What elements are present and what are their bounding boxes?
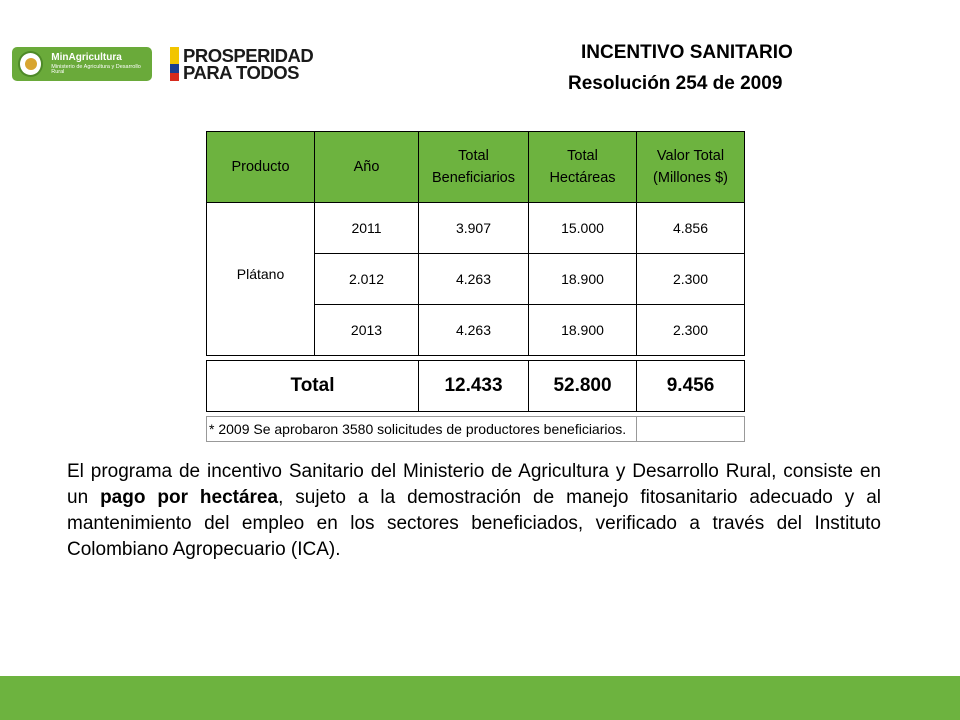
slogan-line2: PARA TODOS — [183, 62, 299, 83]
hectareas-cell: 18.900 — [529, 305, 637, 356]
page-title: INCENTIVO SANITARIO — [581, 42, 793, 63]
valor-cell: 4.856 — [637, 203, 745, 254]
header-producto: Producto — [207, 132, 315, 203]
coat-of-arms-icon — [18, 51, 43, 77]
year-cell: 2013 — [315, 305, 419, 356]
ministry-subtitle: Ministerio de Agricultura y Desarrollo Rural — [51, 63, 141, 75]
total-beneficiarios: 12.433 — [419, 361, 529, 412]
slogan-line1: PROSPERIDAD — [183, 45, 314, 66]
note-empty-cell — [637, 417, 745, 442]
beneficiarios-cell: 4.263 — [419, 254, 529, 305]
description-paragraph: El programa de incentivo Sanitario del Ministerio de Agricultura y Desarrollo Rural, consiste en un pago por hectárea, sujeto a la demostración de manejo fitosanitario adecuado y al mantenimiento del empleo en los sectores beneficiados, verificado a través del Instituto Colombiano Agropecuario (ICA). — [67, 461, 882, 560]
total-row — [207, 361, 745, 412]
total-label: Total — [207, 361, 419, 412]
table-header-row — [207, 132, 745, 203]
table-row — [207, 203, 745, 254]
valor-cell: 2.300 — [637, 305, 745, 356]
highlight-text: pago por hectárea — [100, 487, 279, 508]
header-beneficiarios: Total Beneficiarios — [419, 132, 529, 203]
valor-cell: 2.300 — [637, 254, 745, 305]
colombia-flag-icon — [170, 47, 179, 81]
header-hectareas: Total Hectáreas — [529, 132, 637, 203]
table-note: * 2009 Se aprobaron 3580 solicitudes de productores beneficiarios. — [207, 417, 637, 442]
year-cell: 2.012 — [315, 254, 419, 305]
page-subtitle: Resolución 254 de 2009 — [568, 73, 783, 94]
beneficiarios-cell: 3.907 — [419, 203, 529, 254]
total-hectareas: 52.800 — [529, 361, 637, 412]
footer-bar — [0, 676, 960, 720]
note-row — [207, 417, 745, 442]
minagricultura-logo — [12, 47, 152, 81]
ministry-name: MinAgricultura — [51, 51, 122, 63]
beneficiarios-cell: 4.263 — [419, 305, 529, 356]
total-valor: 9.456 — [637, 361, 745, 412]
product-cell: Plátano — [207, 203, 315, 356]
hectareas-cell: 15.000 — [529, 203, 637, 254]
incentive-table — [206, 131, 745, 442]
prosperidad-logo — [170, 46, 313, 82]
header-valor: Valor Total (Millones $) — [637, 132, 745, 203]
hectareas-cell: 18.900 — [529, 254, 637, 305]
year-cell: 2011 — [315, 203, 419, 254]
header-anio: Año — [315, 132, 419, 203]
